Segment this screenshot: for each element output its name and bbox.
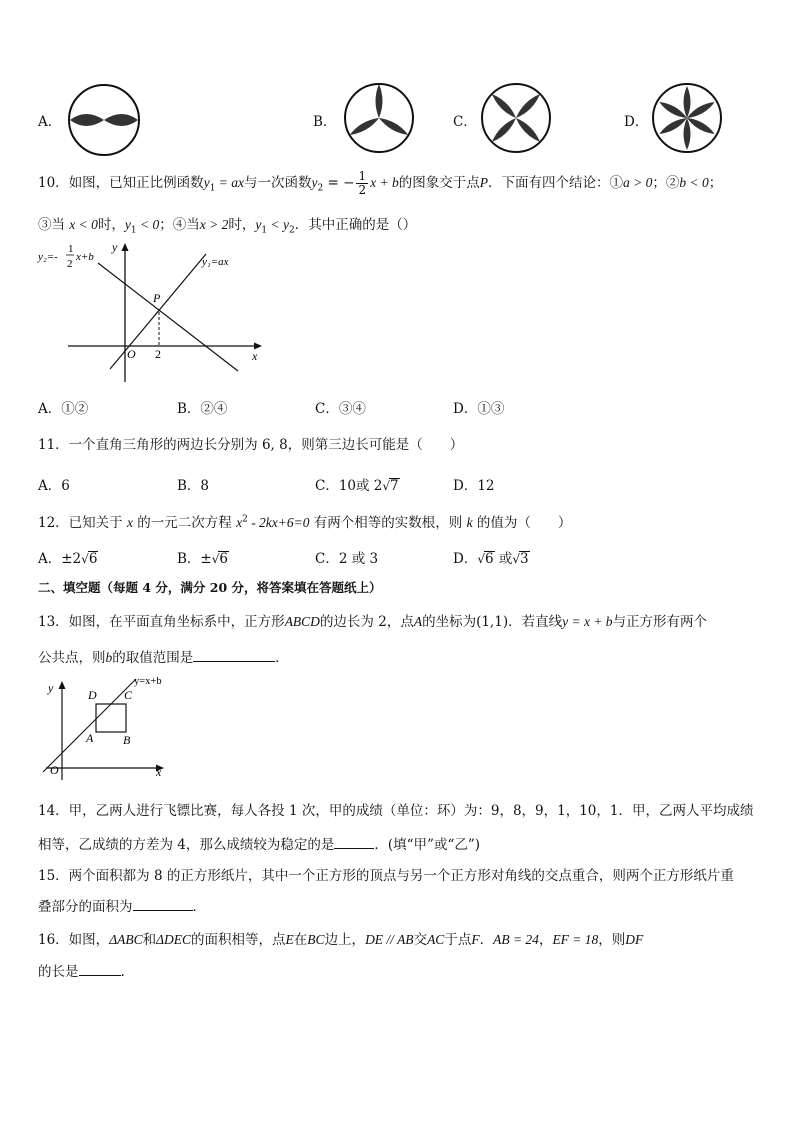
q10-option-a: A．①② (38, 401, 89, 417)
q11-option-d: D．12 (453, 478, 495, 494)
q16-answer-blank[interactable] (79, 974, 121, 976)
q10-graph-y-axis-label: y (112, 240, 118, 254)
q13-graph (38, 672, 174, 784)
q10-graph-point-p: P (153, 291, 161, 305)
q10-option-b: B．②④ (177, 401, 228, 417)
q13-graph-point-d: D (88, 688, 97, 702)
q10-graph (36, 238, 272, 386)
q10-graph-y1-label: y₁=ax (202, 256, 229, 268)
q13-graph-line-label: y=x+b (134, 676, 162, 687)
q9-option-c-label: C． (453, 114, 477, 130)
q9-option-d-label: D． (624, 114, 649, 130)
q12-option-a: A．±2√6 (38, 551, 98, 567)
q10-line1: 10．如图，已知正比例函数$y_1$ = ax与一次函数$y_2$ = − $\frac{1}{2}$ x + b的图象交于点P．下面有四个结论：①a > 0；②b < 0； (38, 169, 723, 197)
q10-line2: ③当 x < 0时，$y_1 < 0$；④当x > 2时，$y_1 < y_2$．其中正确的是（） (38, 217, 417, 236)
q13-line2: 公共点，则b的取值范围是 ． (38, 650, 289, 666)
q14-line2: 相等，乙成绩的方差为 4，那么成绩较为稳定的是 ．(填“甲”或“乙”) (38, 837, 481, 853)
q12-option-d: D．√6 或√3 (453, 551, 529, 567)
q9-figure-c (480, 82, 552, 154)
q10-option-d: D．①③ (453, 401, 505, 417)
q10-graph-y2-frac-den: 2 (67, 258, 73, 270)
q13-graph-x-axis: x (156, 765, 162, 779)
q13-graph-y-axis: y (48, 681, 54, 695)
q10-graph-origin: O (127, 347, 136, 361)
q11-option-b: B．8 (177, 478, 210, 494)
q10-graph-x-axis-label: x (252, 349, 258, 363)
q12-option-b: B．±√6 (177, 551, 228, 567)
q14-line1: 14．甲，乙两人进行飞镖比赛，每人各投 1 次，甲的成绩（单位：环）为：9，8，9，1，10，1．甲，乙两人平均成绩 (38, 803, 754, 819)
q15-answer-blank[interactable] (133, 909, 193, 911)
q13-answer-blank[interactable] (193, 660, 275, 662)
q10-graph-y2-label: y₂=- (38, 251, 58, 263)
q9-figure-d (651, 82, 723, 154)
q13-line1: 13．如图，在平面直角坐标系中，正方形ABCD的边长为 2，点A的坐标为(1,1)．若直线y = x + b与正方形有两个 (38, 614, 708, 630)
q13-graph-origin: O (50, 763, 59, 777)
section-fill-in-title: 二、填空题（每题 4 分，满分 20 分，将答案填在答题纸上） (38, 580, 382, 595)
q10-option-c: C．③④ (315, 401, 366, 417)
q13-graph-point-a: A (86, 731, 94, 745)
q12-option-c: C．2 或 3 (315, 551, 379, 567)
q11-question: 11．一个直角三角形的两边长分别为 6, 8，则第三边长可能是（ ） (38, 437, 464, 453)
q15-line2: 叠部分的面积为 ． (38, 899, 206, 915)
q11-option-c: C．10或 2√7 (315, 478, 399, 494)
q11-option-a: A．6 (38, 478, 70, 494)
q13-graph-point-b: B (123, 733, 131, 747)
q9-figure-a (66, 82, 142, 158)
q15-line1: 15．两个面积都为 8 的正方形纸片，其中一个正方形的顶点与另一个正方形对角线的交点重合，则两个正方形纸片重 (38, 868, 734, 884)
q9-option-a-label: A． (38, 114, 62, 130)
q12-question: 12．已知关于 x 的一元二次方程 $x^2 - 2kx+6=0$ 有两个相等的实数根，则 k 的值为（ ） (38, 514, 572, 531)
q10-graph-y2-frac-num: 1 (68, 243, 74, 255)
q9-figure-b (343, 82, 415, 154)
q13-graph-point-c: C (124, 688, 133, 702)
q16-line1: 16．如图，ΔABC和ΔDEC的面积相等，点E在BC边上，DE // AB交AC于点F．AB = 24，EF = 18，则DF (38, 932, 644, 948)
q9-option-b-label: B． (313, 114, 337, 130)
q14-answer-blank[interactable] (334, 847, 374, 849)
q10-graph-y2-label-tail: x+b (76, 251, 94, 263)
q16-line2: 的长是 . (38, 964, 125, 980)
q10-graph-tick-2: 2 (155, 347, 161, 361)
